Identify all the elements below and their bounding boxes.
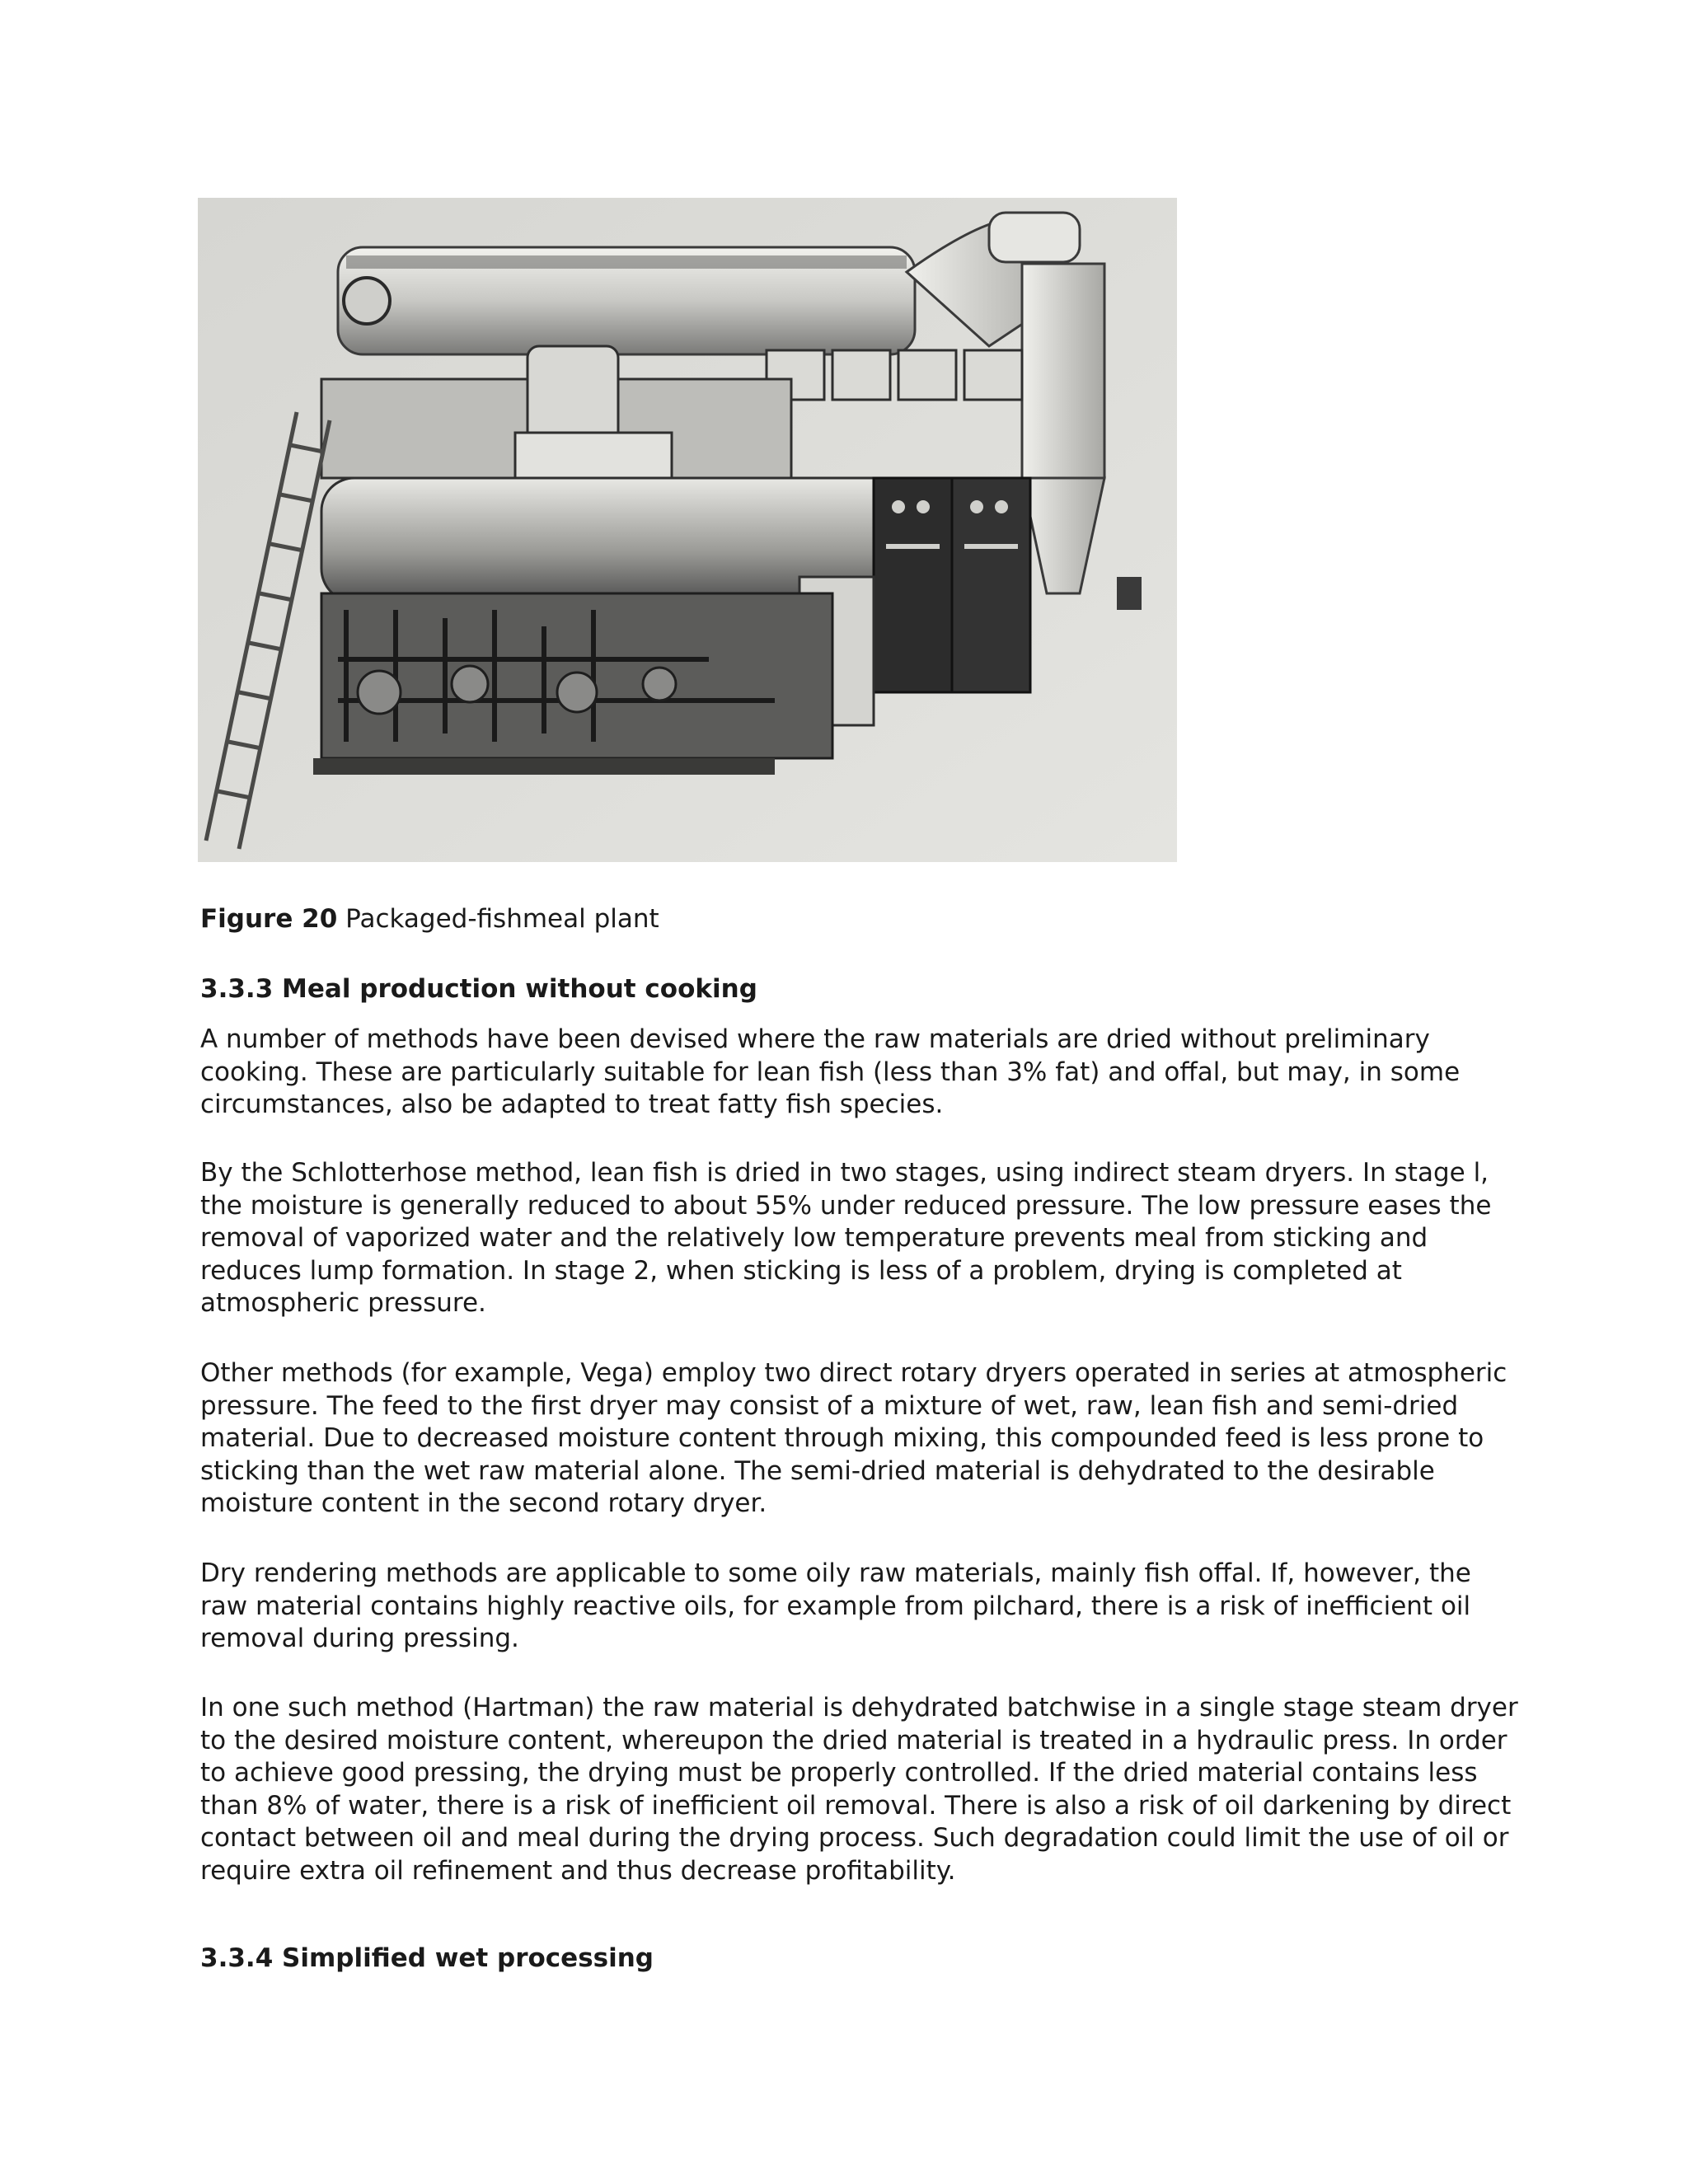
paragraph-line: A number of methods have been devised where the raw materials are dried without preliminary bbox=[200, 1024, 1430, 1054]
paragraph-line: require extra oil refinement and thus decrease profitability. bbox=[200, 1855, 956, 1886]
paragraph-2 bbox=[200, 1157, 1503, 1320]
paragraph-4 bbox=[200, 1558, 1503, 1656]
paragraph-line: to the desired moisture content, whereupon the dried material is treated in a hydraulic press. In order bbox=[200, 1725, 1507, 1755]
paragraph-line: removal of vaporized water and the relatively low temperature prevents meal from sticking and bbox=[200, 1223, 1428, 1253]
paragraph-line: pressure. The feed to the first dryer may consist of a mixture of wet, raw, lean fish and semi-dried bbox=[200, 1390, 1459, 1421]
paragraph-line: than 8% of water, there is a risk of inefficient oil removal. There is also a risk of oil darkening by direct bbox=[200, 1790, 1512, 1821]
paragraph-line: sticking than the wet raw material alone. The semi-dried material is dehydrated to the desirable bbox=[200, 1455, 1435, 1486]
paragraph-line: the moisture is generally reduced to about 55% under reduced pressure. The low pressure eases the bbox=[200, 1190, 1492, 1221]
paragraph-5 bbox=[200, 1692, 1518, 1887]
paragraph-line: By the Schlotterhose method, lean fish is dried in two stages, using indirect steam dryers. In stage l, bbox=[200, 1158, 1489, 1188]
paragraph-3 bbox=[200, 1357, 1507, 1521]
paragraph-line: material. Due to decreased moisture content through mixing, this compounded feed is less prone to bbox=[200, 1423, 1484, 1453]
paragraph-line: contact between oil and meal during the drying process. Such degradation could limit the use of oil or bbox=[200, 1823, 1509, 1853]
paragraph-line: In one such method (Hartman) the raw material is dehydrated batchwise in a single stage steam dryer bbox=[200, 1693, 1518, 1722]
paragraph-line: raw material contains highly reactive oils, for example from pilchard, there is a risk of inefficient oil bbox=[200, 1591, 1471, 1621]
paragraph-line: cooking. These are particularly suitable for lean fish (less than 3% fat) and offal, but may, in some bbox=[200, 1057, 1461, 1087]
paragraph-line: Dry rendering methods are applicable to some oily raw materials, mainly fish offal. If, however, the bbox=[200, 1558, 1471, 1588]
paragraph-line: removal during pressing. bbox=[200, 1624, 519, 1653]
section-heading-3-3-3: 3.3.3 Meal production without cooking bbox=[200, 974, 757, 1004]
paragraph-line: reduces lump formation. In stage 2, when sticking is less of a problem, drying is completed at bbox=[200, 1255, 1402, 1286]
paragraph-line: atmospheric pressure. bbox=[200, 1288, 486, 1318]
section-heading-3-3-4: 3.3.4 Simplified wet processing bbox=[200, 1943, 654, 1973]
paragraph-line: circumstances, also be adapted to treat fatty fish species. bbox=[200, 1090, 944, 1119]
figure-caption-text: Packaged-fishmeal plant bbox=[345, 904, 659, 934]
paragraph-1 bbox=[200, 1024, 1503, 1122]
fishmeal-plant-illustration bbox=[198, 198, 1177, 862]
figure-caption bbox=[200, 902, 659, 935]
paragraph-line: to achieve good pressing, the drying must be properly controlled. If the dried material contains less bbox=[200, 1758, 1478, 1788]
paragraph-line: moisture content in the second rotary dryer. bbox=[200, 1488, 767, 1518]
figure-label: Figure 20 bbox=[200, 904, 338, 934]
figure-20-photo bbox=[198, 198, 1177, 862]
paragraph-line: Other methods (for example, Vega) employ two direct rotary dryers operated in series at atmospheric bbox=[200, 1358, 1507, 1388]
